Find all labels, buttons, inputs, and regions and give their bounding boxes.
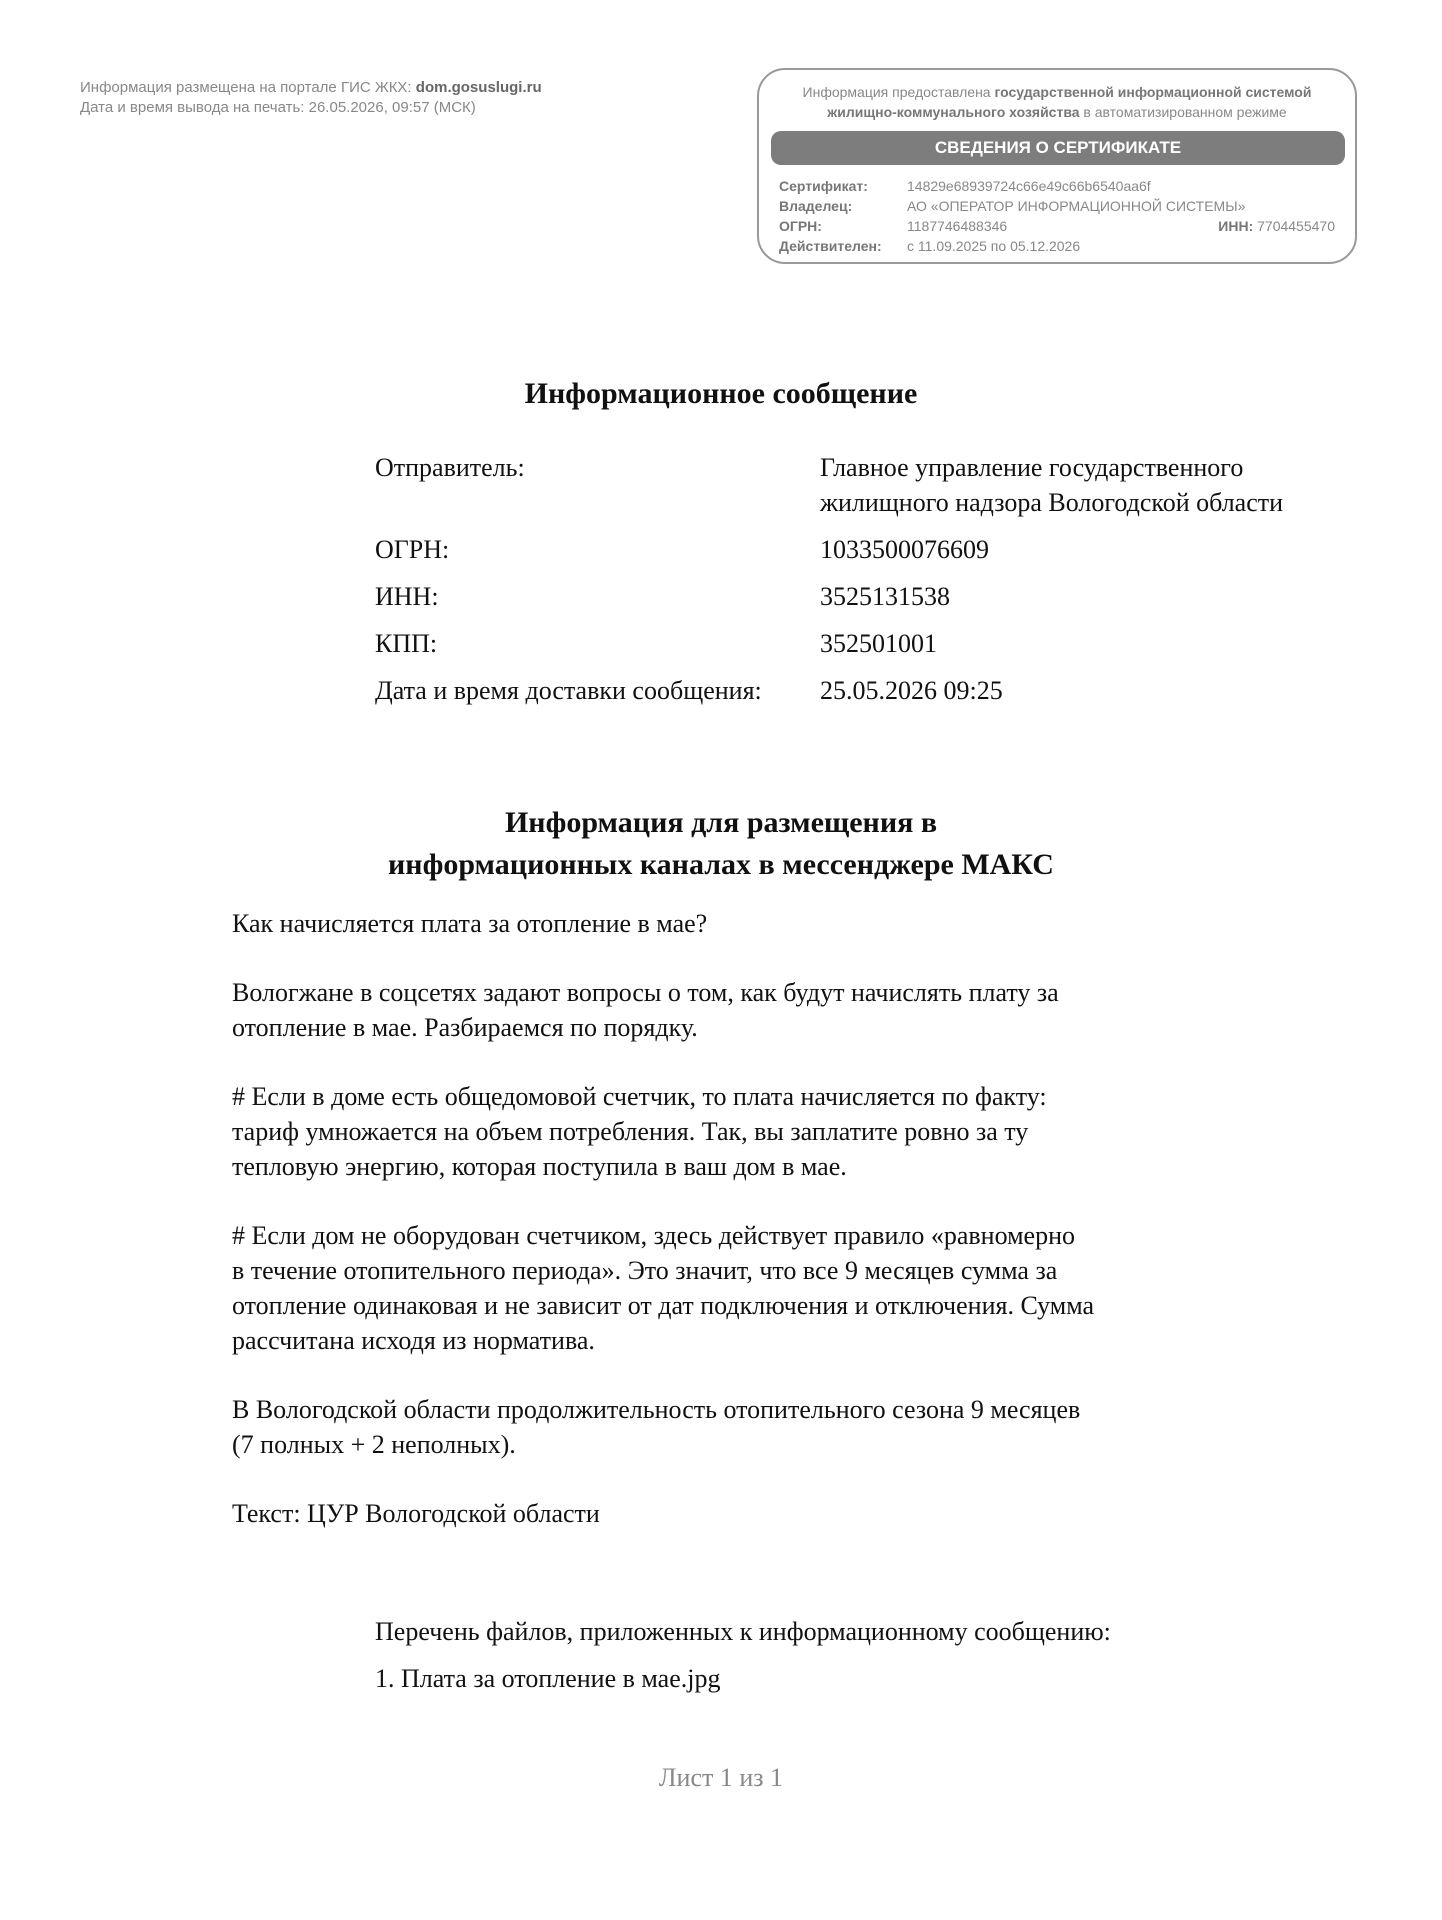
inn-value: ИНН: 7704455470 (1218, 218, 1335, 234)
print-datetime: Дата и время вывода на печать: 26.05.2026, 09:57 (МСК) (80, 99, 476, 116)
attachment-item[interactable]: 1. Плата за отопление в мае.jpg (375, 1664, 721, 1693)
sender-row: Отправитель: Главное управление государственного жилищного надзора Вологодской области (375, 453, 1284, 517)
body-paragraph: Текст: ЦУР Вологодской области (232, 1499, 600, 1528)
inn-row: ИНН: 3525131538 (375, 582, 950, 611)
certificate-intro: Информация предоставлена государственной информационной системой жилищно-коммунального хозяйства в автоматизированном режиме (802, 84, 1312, 120)
body-paragraph: Вологжане в соцсетях задают вопросы о том, как будут начислять плату за отопление в мае. Разбираемся по порядку. (232, 978, 1059, 1042)
valid-row: Действителен: с 11.09.2025 по 05.12.2026 (779, 238, 1081, 254)
body-paragraph: # Если в доме есть общедомовой счетчик, то плата начисляется по факту: тариф умножается на объем потребления. Так, вы заплатите ровно за ту тепловую энергию, которая поступила в ваш дом в мае. (232, 1082, 1047, 1181)
owner-row: Владелец: АО «ОПЕРАТОР ИНФОРМАЦИОННОЙ СИСТЕМЫ» (779, 198, 1246, 214)
certificate-row: Сертификат: 14829e68939724c66e49c66b6540aa6f (779, 178, 1151, 194)
sender-details (375, 450, 1315, 720)
portal-info (80, 78, 542, 118)
content-heading: Информация для размещения в информационных каналах в мессенджере МАКС (388, 806, 1054, 881)
attachments-heading: Перечень файлов, приложенных к информационному сообщению: (375, 1617, 1111, 1646)
message-title: Информационное сообщение (524, 377, 918, 410)
certificate-banner: СВЕДЕНИЯ О СЕРТИФИКАТЕ (771, 131, 1345, 165)
delivery-datetime-row: Дата и время доставки сообщения: 25.05.2026 09:25 (375, 676, 1003, 705)
ogrn-row: ОГРН: 1033500076609 (375, 535, 989, 564)
portal-site: dom.gosuslugi.ru (415, 79, 542, 96)
portal-line-1: Информация размещена на портале ГИС ЖКХ: dom.gosuslugi.ru (80, 79, 542, 96)
message-body (232, 906, 1232, 1565)
attachments-list (375, 1614, 1355, 1708)
ogrn-row: ОГРН: 1187746488346 ИНН: 7704455470 (779, 218, 1335, 234)
body-paragraph: # Если дом не оборудован счетчиком, здесь действует правило «равномерно в течение отопительного периода». Это значит, что все 9 месяцев сумма за отопление одинаковая и не зависит от дат подключения и отключения. Сумма рассчитана исходя из норматива. (232, 1221, 1095, 1355)
body-paragraph: Как начисляется плата за отопление в мае? (232, 909, 708, 938)
page-number: Лист 1 из 1 (658, 1763, 784, 1792)
body-paragraph: В Вологодской области продолжительность отопительного сезона 9 месяцев (7 полных + 2 неполных). (232, 1395, 1081, 1459)
certificate-box (757, 68, 1357, 264)
kpp-row: КПП: 352501001 (375, 629, 937, 658)
